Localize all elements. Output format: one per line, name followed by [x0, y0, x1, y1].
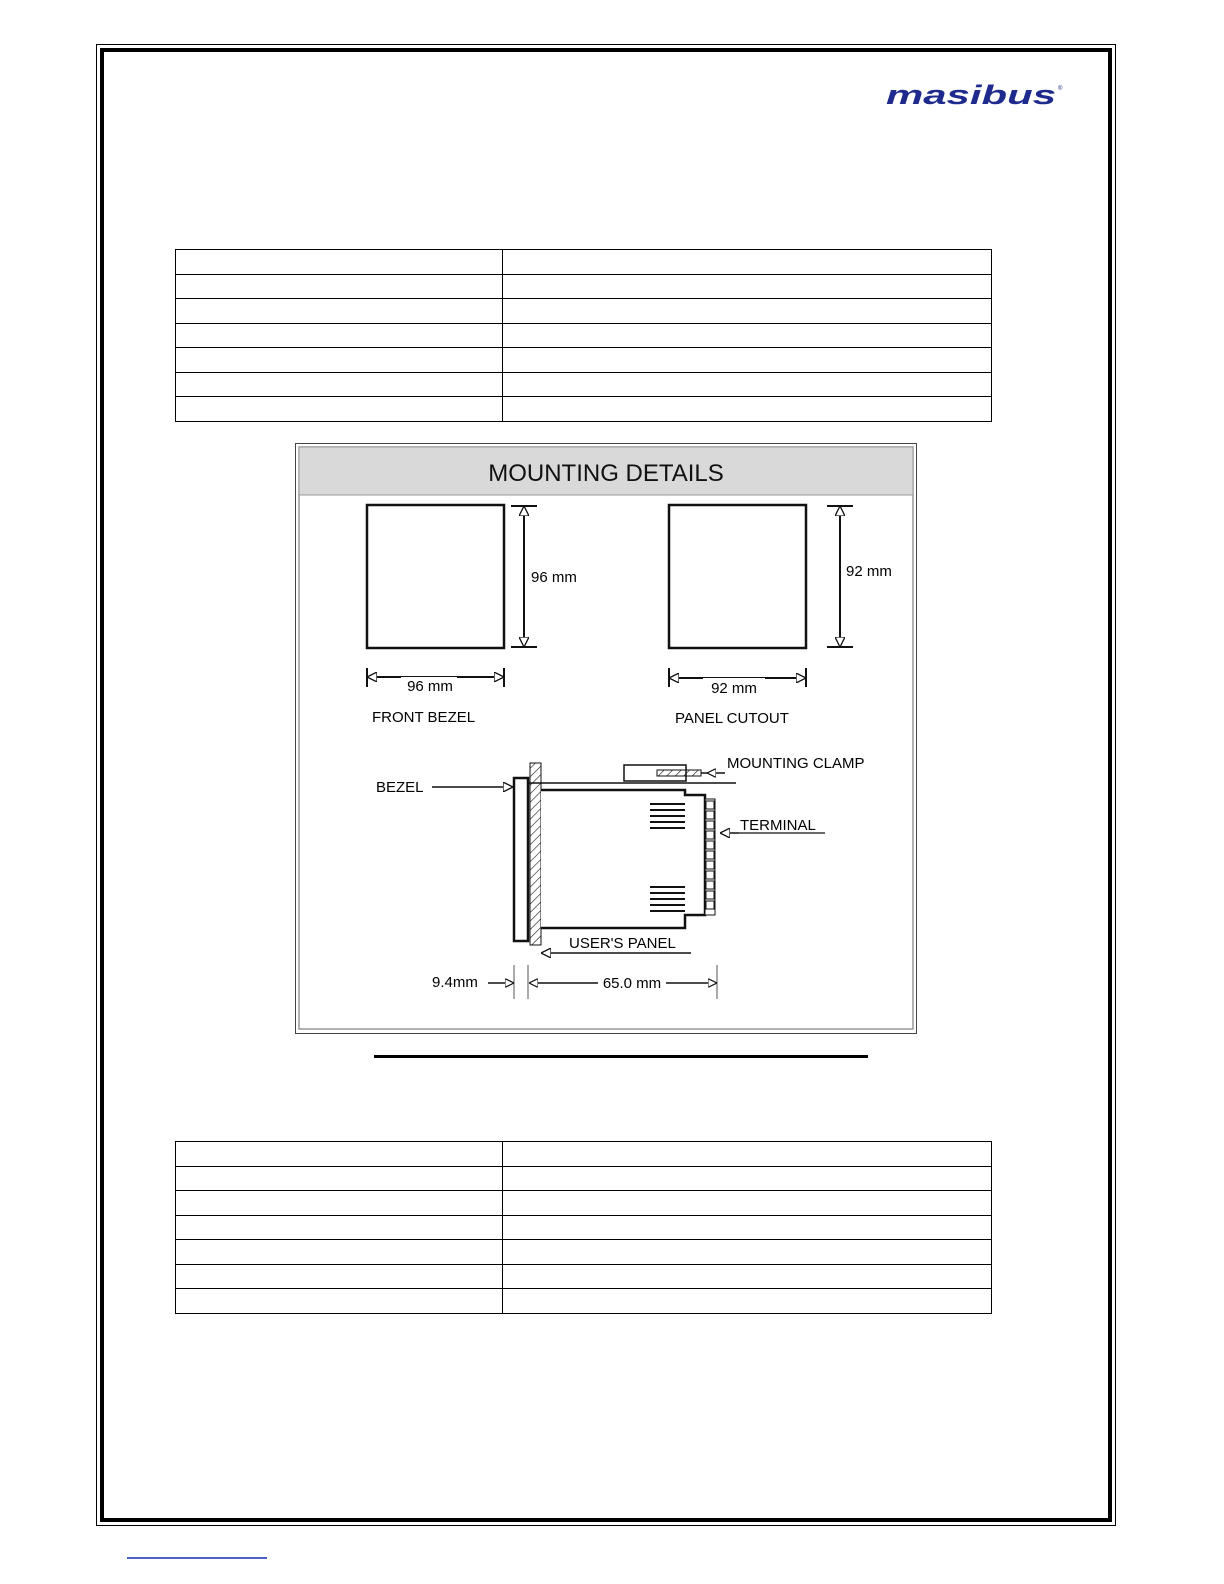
terminal-block	[705, 799, 715, 915]
terminal-label: TERMINAL	[740, 817, 816, 834]
table-row	[176, 372, 992, 397]
table-row	[176, 250, 992, 275]
table-row	[176, 1264, 992, 1289]
table-row	[176, 1166, 992, 1191]
front-bezel-square	[367, 505, 504, 648]
table-row	[176, 299, 992, 324]
figure-title: MOUNTING DETAILS	[488, 460, 724, 487]
mounting-details-figure	[295, 443, 917, 1034]
table-row	[176, 274, 992, 299]
bezel-label: BEZEL	[376, 779, 424, 796]
front-bezel-height-dim: 96 mm	[531, 569, 577, 586]
svg-text:®: ®	[1058, 86, 1063, 92]
users-panel-wall	[530, 763, 541, 945]
table-row	[176, 1289, 992, 1314]
front-bezel-width-dim: 96 mm	[407, 678, 453, 695]
front-bezel-label: FRONT BEZEL	[372, 709, 476, 726]
logo-wordmark: masibus	[886, 80, 1056, 110]
masibus-logo	[884, 78, 1064, 112]
spec-table-1	[175, 249, 992, 422]
panel-cutout-height-dim: 92 mm	[846, 563, 892, 580]
table-row	[176, 397, 992, 422]
table-row	[176, 1215, 992, 1240]
users-panel-label: USER'S PANEL	[569, 935, 676, 952]
bezel-depth-dim: 9.4mm	[432, 974, 478, 991]
body-depth-dim: 65.0 mm	[602, 975, 662, 992]
bezel-part	[514, 778, 528, 941]
footer-link-underline[interactable]	[127, 1557, 267, 1559]
panel-cutout-square	[669, 505, 806, 648]
panel-cutout-width-dim: 92 mm	[711, 680, 757, 697]
table-row	[176, 348, 992, 373]
table-row	[176, 323, 992, 348]
table-row	[176, 1191, 992, 1216]
panel-cutout-label: PANEL CUTOUT	[675, 710, 789, 727]
table-row	[176, 1142, 992, 1167]
spec-table-2	[175, 1141, 992, 1314]
figure-caption-underline	[374, 1055, 868, 1058]
table-row	[176, 1240, 992, 1265]
mounting-clamp-label: MOUNTING CLAMP	[727, 755, 865, 772]
